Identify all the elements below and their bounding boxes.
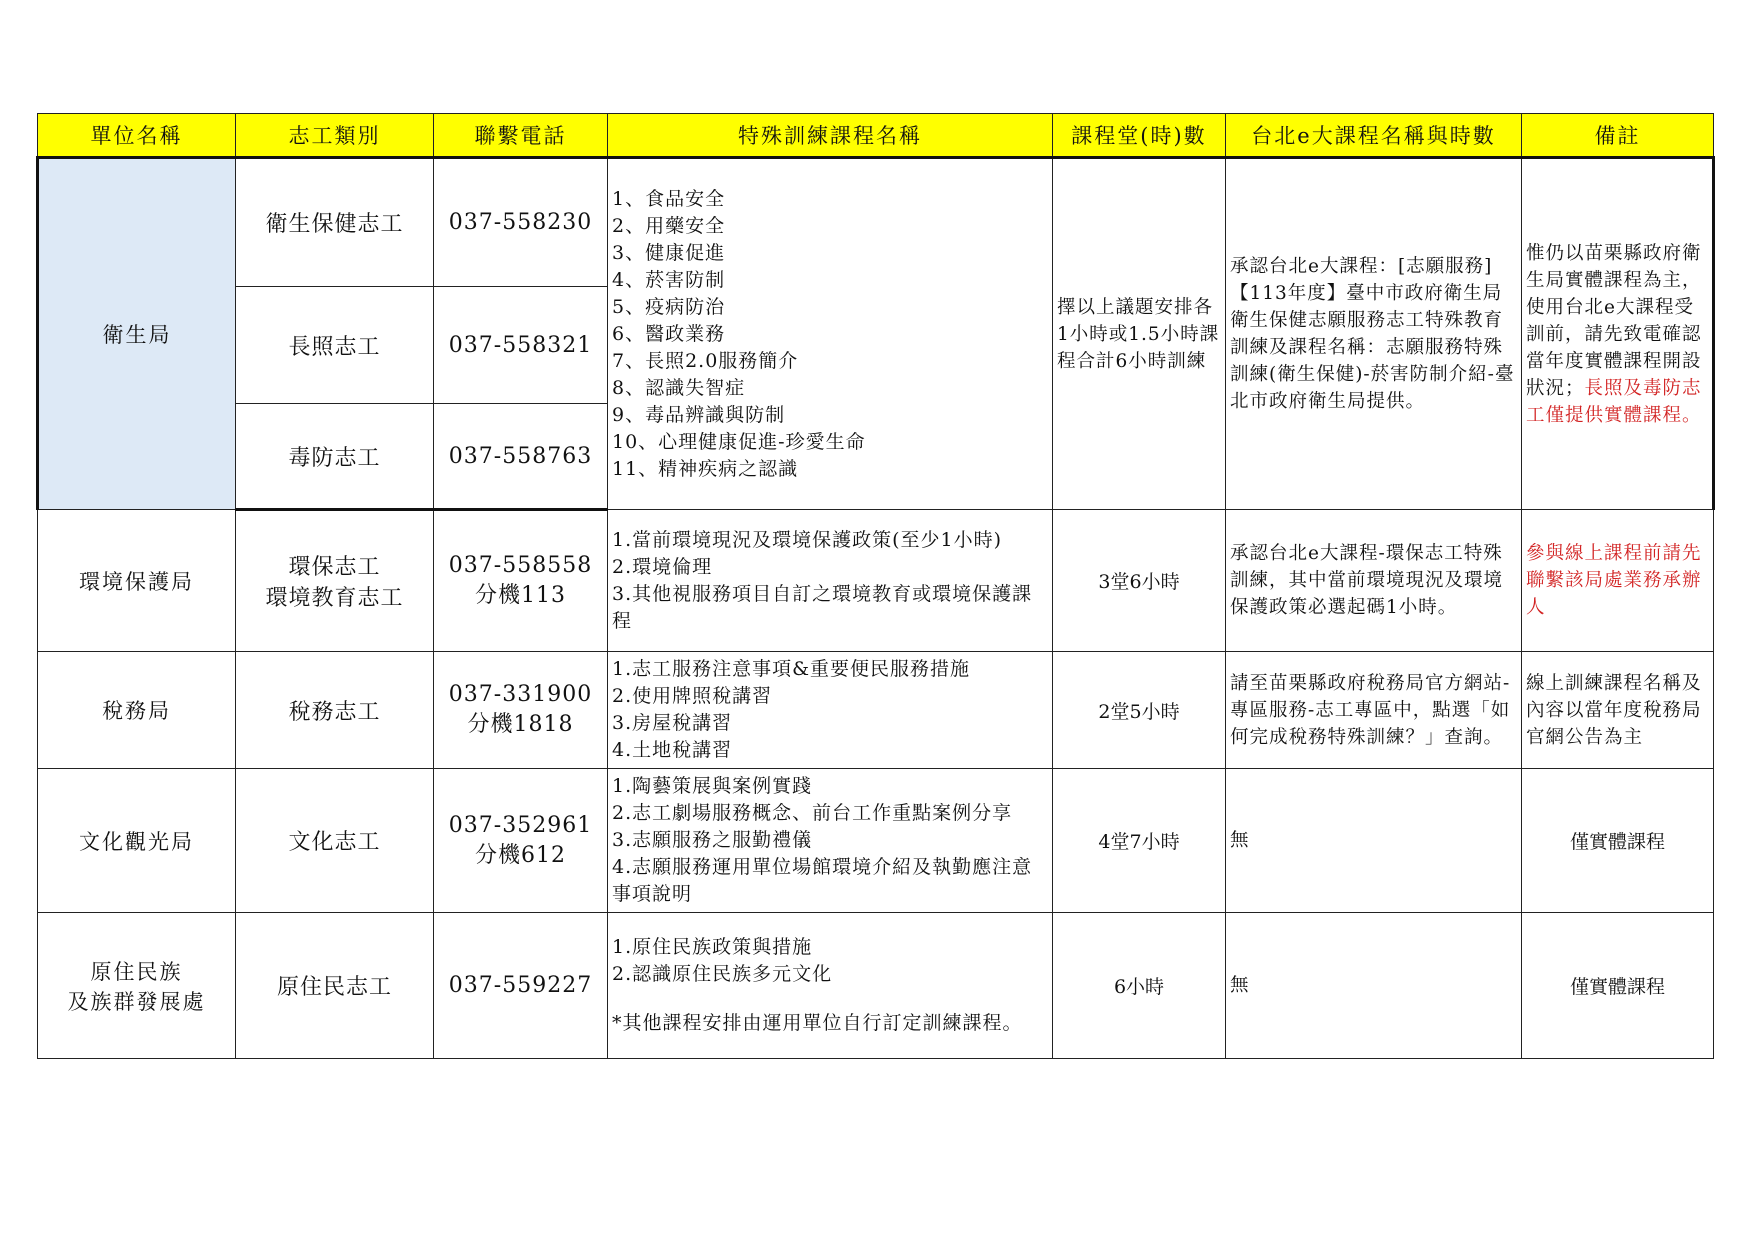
remark: 線上訓練課程名稱及內容以當年度稅務局官網公告為主 <box>1522 652 1714 769</box>
course-item: 1.志工服務注意事項&重要便民服務措施 <box>612 658 971 680</box>
phone-number: 037-558321 <box>434 287 608 404</box>
course-item: 2.認識原住民族多元文化 <box>612 963 833 985</box>
course-item: 9、毒品辨識與防制 <box>612 403 786 426</box>
etaipei-course: 無 <box>1226 913 1522 1059</box>
course-item: 4、菸害防制 <box>612 268 726 291</box>
unit-name: 原住民族 及族群發展處 <box>38 913 236 1059</box>
course-item: 1.當前環境現況及環境保護政策(至少1小時) <box>612 528 1003 551</box>
course-item: 7、長照2.0服務簡介 <box>612 349 799 372</box>
phone-number: 037-559227 <box>434 913 608 1059</box>
course-item: 8、認識失智症 <box>612 376 746 399</box>
header-etaipei: 台北e大課程名稱與時數 <box>1226 114 1522 158</box>
course-item: 3.志願服務之服勤禮儀 <box>612 829 813 851</box>
table-row <box>38 913 1714 1059</box>
phone-number: 037-558230 <box>434 158 608 287</box>
header-phone: 聯繫電話 <box>434 114 608 158</box>
course-item: 2.使用牌照稅講習 <box>612 685 773 707</box>
etaipei-course: 承認台北e大課程：[志願服務]【113年度】臺中市政府衛生局衛生保健志願服務志工特殊教育訓練及課程名稱：志願服務特殊訓練(衛生保健)-菸害防制介紹-臺北市政府衛生局提供。 <box>1226 158 1522 510</box>
course-item: 6、醫政業務 <box>612 322 726 345</box>
remark-text: 惟仍以苗栗縣政府衛生局實體課程為主，使用台北e大課程受訓前，請先致電確認當年度實體課程開設狀況； <box>1526 242 1702 399</box>
table-row <box>38 652 1714 769</box>
course-item: 2、用藥安全 <box>612 214 726 237</box>
phone-number: 037-352961 分機612 <box>434 769 608 913</box>
etaipei-course: 無 <box>1226 769 1522 913</box>
remark <box>1522 158 1714 510</box>
header-course-name: 特殊訓練課程名稱 <box>608 114 1053 158</box>
etaipei-course: 請至苗栗縣政府稅務局官方網站-專區服務-志工專區中，點選「如何完成稅務特殊訓練？」查詢。 <box>1226 652 1522 769</box>
course-item: 11、精神疾病之認識 <box>612 457 799 480</box>
course-item: 10、心理健康促進-珍愛生命 <box>612 430 866 453</box>
volunteer-type: 稅務志工 <box>236 652 434 769</box>
remark-highlight: 長照及毒防志工僅提供實體課程。 <box>1526 377 1702 426</box>
unit-name: 環境保護局 <box>38 510 236 652</box>
remark: 僅實體課程 <box>1522 769 1714 913</box>
course-item: 2.環境倫理 <box>612 555 713 578</box>
course-item: 3.其他視服務項目自訂之環境教育或環境保護課程 <box>612 582 1033 632</box>
course-item: 2.志工劇場服務概念、前台工作重點案例分享 <box>612 802 1013 824</box>
course-item: 4.志願服務運用單位場館環境介紹及執勤應注意事項說明 <box>612 856 1033 905</box>
header-remark: 備註 <box>1522 114 1714 158</box>
unit-name: 稅務局 <box>38 652 236 769</box>
table-row <box>38 158 1714 287</box>
unit-health: 衛生局 <box>38 158 236 510</box>
course-hours: 4堂7小時 <box>1053 769 1226 913</box>
course-hours: 擇以上議題安排各1小時或1.5小時課程合計6小時訓練 <box>1053 158 1226 510</box>
phone-number: 037-558558 分機113 <box>434 510 608 652</box>
course-list <box>608 913 1053 1059</box>
unit-name: 文化觀光局 <box>38 769 236 913</box>
volunteer-type: 原住民志工 <box>236 913 434 1059</box>
course-item: 5、疫病防治 <box>612 295 726 318</box>
course-hours: 6小時 <box>1053 913 1226 1059</box>
table-row <box>38 510 1714 652</box>
header-unit: 單位名稱 <box>38 114 236 158</box>
course-item: 1.原住民族政策與措施 <box>612 936 813 958</box>
etaipei-course: 承認台北e大課程-環保志工特殊訓練，其中當前環境現況及環境保護政策必選起碼1小時。 <box>1226 510 1522 652</box>
course-list <box>608 769 1053 913</box>
course-list <box>608 652 1053 769</box>
course-hours: 2堂5小時 <box>1053 652 1226 769</box>
course-list <box>608 510 1053 652</box>
volunteer-type: 長照志工 <box>236 287 434 404</box>
phone-number: 037-558763 <box>434 404 608 510</box>
phone-number: 037-331900 分機1818 <box>434 652 608 769</box>
header-volunteer-type: 志工類別 <box>236 114 434 158</box>
volunteer-type: 環保志工 環境教育志工 <box>236 510 434 652</box>
header-hours: 課程堂(時)數 <box>1053 114 1226 158</box>
remark: 僅實體課程 <box>1522 913 1714 1059</box>
table-row <box>38 769 1714 913</box>
course-item: 1、食品安全 <box>612 187 726 210</box>
volunteer-type: 衛生保健志工 <box>236 158 434 287</box>
volunteer-type: 文化志工 <box>236 769 434 913</box>
course-note: *其他課程安排由運用單位自行訂定訓練課程。 <box>612 1012 1023 1034</box>
header-row <box>38 114 1714 158</box>
remark: 參與線上課程前請先聯繫該局處業務承辦人 <box>1522 510 1714 652</box>
volunteer-type: 毒防志工 <box>236 404 434 510</box>
course-item: 3.房屋稅講習 <box>612 712 733 734</box>
course-list-health <box>608 158 1053 510</box>
volunteer-training-table <box>36 113 1715 1059</box>
course-hours: 3堂6小時 <box>1053 510 1226 652</box>
course-item: 1.陶藝策展與案例實踐 <box>612 775 813 797</box>
course-item: 4.土地稅講習 <box>612 739 733 761</box>
course-item: 3、健康促進 <box>612 241 726 264</box>
